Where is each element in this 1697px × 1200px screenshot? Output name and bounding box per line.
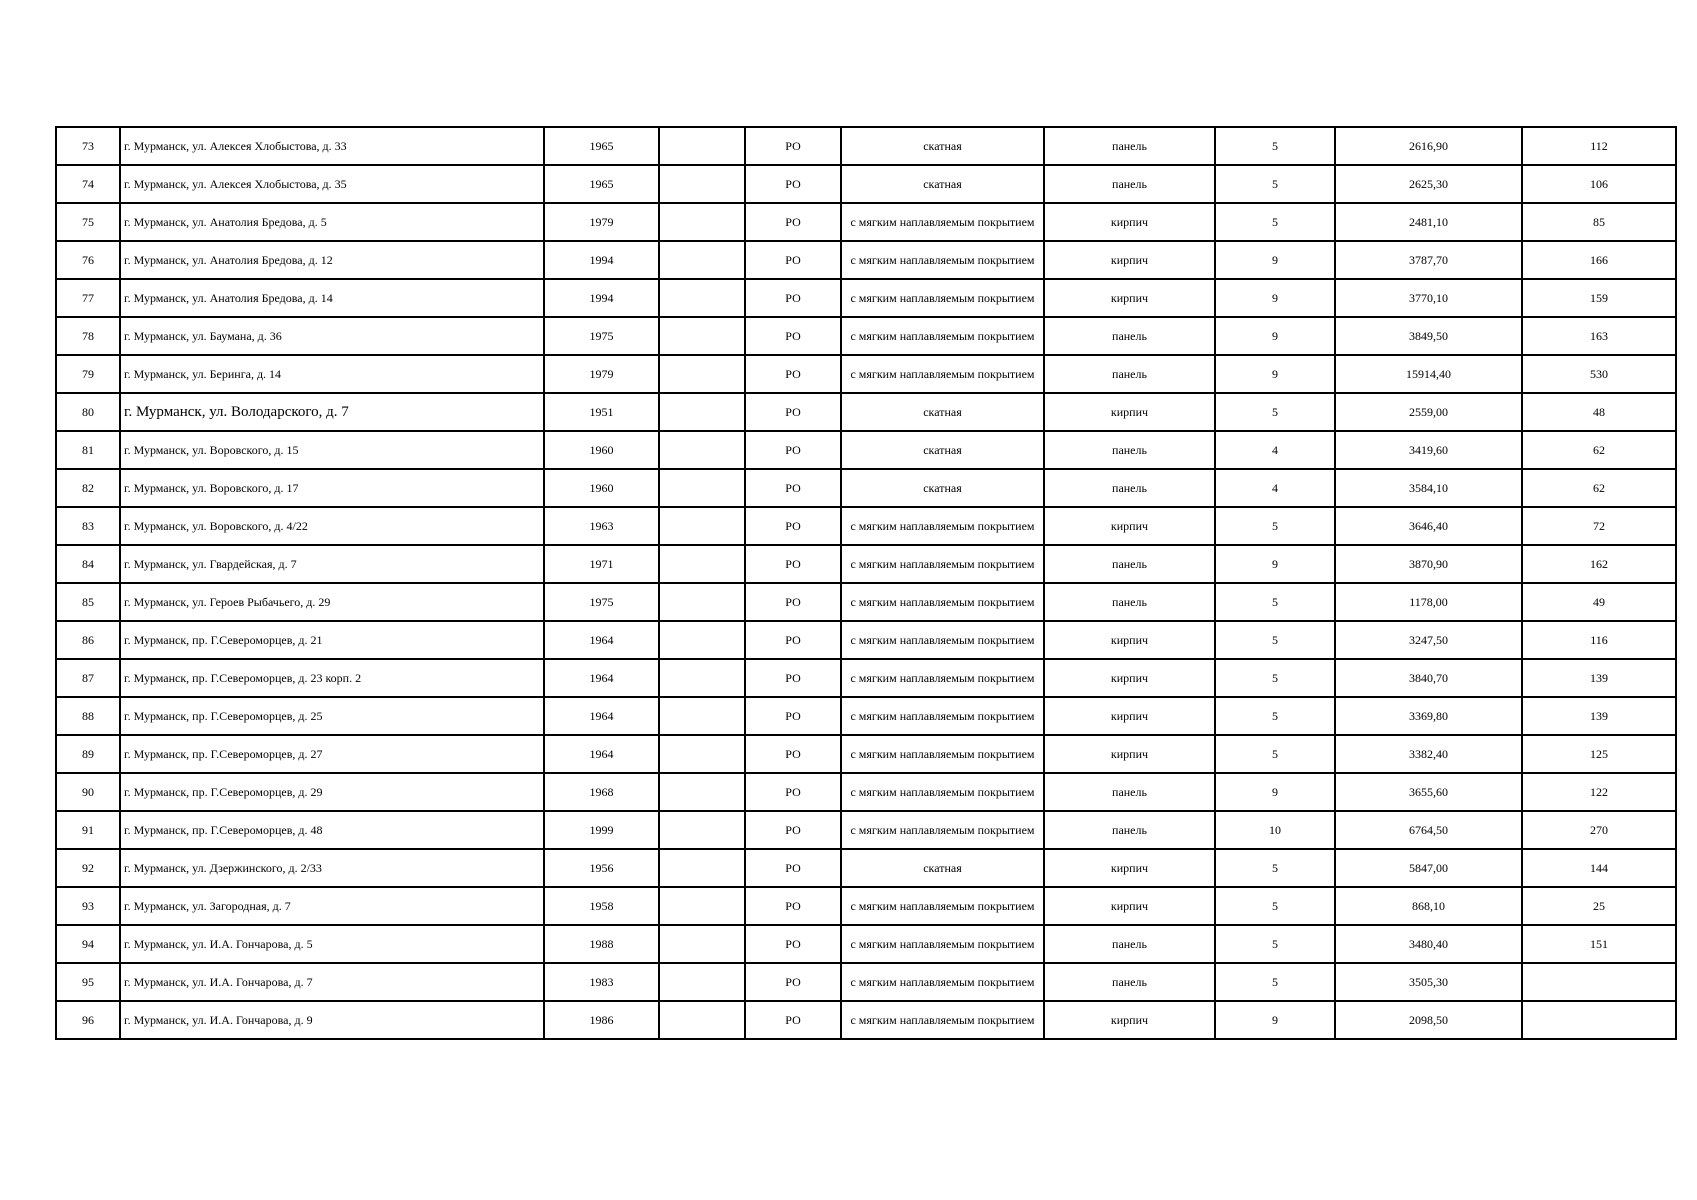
row-number-cell: 83 [56, 507, 120, 545]
count-cell: 530 [1522, 355, 1676, 393]
owner-cell: РО [745, 545, 841, 583]
year-built-cell: 1956 [544, 849, 659, 887]
year-built-cell: 1960 [544, 431, 659, 469]
address-cell: г. Мурманск, ул. Воровского, д. 17 [120, 469, 544, 507]
address-cell: г. Мурманск, ул. Беринга, д. 14 [120, 355, 544, 393]
row-number-cell: 82 [56, 469, 120, 507]
table-row [56, 773, 1676, 811]
empty-cell [659, 393, 745, 431]
address-cell: г. Мурманск, ул. Алексея Хлобыстова, д. 33 [120, 127, 544, 165]
floors-cell: 9 [1215, 241, 1335, 279]
floors-cell: 5 [1215, 887, 1335, 925]
floors-cell: 5 [1215, 963, 1335, 1001]
floors-cell: 5 [1215, 165, 1335, 203]
address-cell: г. Мурманск, ул. Баумана, д. 36 [120, 317, 544, 355]
area-cell: 2481,10 [1335, 203, 1522, 241]
count-cell: 144 [1522, 849, 1676, 887]
roof-type-cell: скатная [841, 849, 1044, 887]
floors-cell: 4 [1215, 431, 1335, 469]
roof-type-cell: скатная [841, 431, 1044, 469]
roof-type-cell: с мягким наплавляемым покрытием [841, 697, 1044, 735]
row-number-cell: 77 [56, 279, 120, 317]
count-cell: 62 [1522, 469, 1676, 507]
floors-cell: 5 [1215, 621, 1335, 659]
wall-material-cell: панель [1044, 583, 1215, 621]
address-cell: г. Мурманск, ул. Анатолия Бредова, д. 12 [120, 241, 544, 279]
owner-cell: РО [745, 773, 841, 811]
year-built-cell: 1964 [544, 697, 659, 735]
owner-cell: РО [745, 203, 841, 241]
floors-cell: 5 [1215, 735, 1335, 773]
address-cell: г. Мурманск, ул. Алексея Хлобыстова, д. 35 [120, 165, 544, 203]
wall-material-cell: кирпич [1044, 735, 1215, 773]
area-cell: 6764,50 [1335, 811, 1522, 849]
area-cell: 2098,50 [1335, 1001, 1522, 1039]
row-number-cell: 91 [56, 811, 120, 849]
owner-cell: РО [745, 279, 841, 317]
floors-cell: 5 [1215, 127, 1335, 165]
owner-cell: РО [745, 507, 841, 545]
roof-type-cell: скатная [841, 393, 1044, 431]
owner-cell: РО [745, 811, 841, 849]
table-body [56, 127, 1676, 1039]
row-number-cell: 89 [56, 735, 120, 773]
empty-cell [659, 811, 745, 849]
owner-cell: РО [745, 317, 841, 355]
empty-cell [659, 583, 745, 621]
table-row [56, 393, 1676, 431]
area-cell: 3787,70 [1335, 241, 1522, 279]
roof-type-cell: с мягким наплавляемым покрытием [841, 659, 1044, 697]
row-number-cell: 75 [56, 203, 120, 241]
empty-cell [659, 887, 745, 925]
year-built-cell: 1975 [544, 583, 659, 621]
empty-cell [659, 773, 745, 811]
table-row [56, 887, 1676, 925]
address-cell: г. Мурманск, пр. Г.Североморцев, д. 21 [120, 621, 544, 659]
table-row [56, 355, 1676, 393]
count-cell [1522, 963, 1676, 1001]
address-cell: г. Мурманск, ул. Дзержинского, д. 2/33 [120, 849, 544, 887]
empty-cell [659, 545, 745, 583]
row-number-cell: 73 [56, 127, 120, 165]
wall-material-cell: кирпич [1044, 1001, 1215, 1039]
floors-cell: 9 [1215, 355, 1335, 393]
count-cell: 49 [1522, 583, 1676, 621]
row-number-cell: 86 [56, 621, 120, 659]
roof-type-cell: с мягким наплавляемым покрытием [841, 887, 1044, 925]
table-row [56, 545, 1676, 583]
table-row [56, 925, 1676, 963]
area-cell: 868,10 [1335, 887, 1522, 925]
owner-cell: РО [745, 621, 841, 659]
floors-cell: 9 [1215, 545, 1335, 583]
year-built-cell: 1986 [544, 1001, 659, 1039]
address-cell: г. Мурманск, ул. И.А. Гончарова, д. 9 [120, 1001, 544, 1039]
row-number-cell: 80 [56, 393, 120, 431]
year-built-cell: 1960 [544, 469, 659, 507]
row-number-cell: 84 [56, 545, 120, 583]
empty-cell [659, 241, 745, 279]
wall-material-cell: панель [1044, 127, 1215, 165]
address-cell: г. Мурманск, пр. Г.Североморцев, д. 27 [120, 735, 544, 773]
year-built-cell: 1994 [544, 279, 659, 317]
table-row [56, 659, 1676, 697]
floors-cell: 10 [1215, 811, 1335, 849]
table-row [56, 697, 1676, 735]
floors-cell: 9 [1215, 773, 1335, 811]
empty-cell [659, 849, 745, 887]
count-cell: 85 [1522, 203, 1676, 241]
area-cell: 3369,80 [1335, 697, 1522, 735]
area-cell: 3480,40 [1335, 925, 1522, 963]
floors-cell: 5 [1215, 393, 1335, 431]
count-cell [1522, 1001, 1676, 1039]
wall-material-cell: кирпич [1044, 621, 1215, 659]
row-number-cell: 79 [56, 355, 120, 393]
wall-material-cell: панель [1044, 165, 1215, 203]
wall-material-cell: панель [1044, 431, 1215, 469]
count-cell: 112 [1522, 127, 1676, 165]
year-built-cell: 1975 [544, 317, 659, 355]
wall-material-cell: кирпич [1044, 659, 1215, 697]
area-cell: 5847,00 [1335, 849, 1522, 887]
address-cell: г. Мурманск, пр. Г.Североморцев, д. 25 [120, 697, 544, 735]
area-cell: 3505,30 [1335, 963, 1522, 1001]
table-row [56, 583, 1676, 621]
year-built-cell: 1994 [544, 241, 659, 279]
roof-type-cell: скатная [841, 127, 1044, 165]
count-cell: 72 [1522, 507, 1676, 545]
roof-type-cell: с мягким наплавляемым покрытием [841, 279, 1044, 317]
floors-cell: 5 [1215, 849, 1335, 887]
owner-cell: РО [745, 355, 841, 393]
year-built-cell: 1999 [544, 811, 659, 849]
year-built-cell: 1965 [544, 127, 659, 165]
year-built-cell: 1951 [544, 393, 659, 431]
table-row [56, 963, 1676, 1001]
area-cell: 2559,00 [1335, 393, 1522, 431]
empty-cell [659, 469, 745, 507]
roof-type-cell: с мягким наплавляемым покрытием [841, 773, 1044, 811]
empty-cell [659, 431, 745, 469]
count-cell: 151 [1522, 925, 1676, 963]
area-cell: 2616,90 [1335, 127, 1522, 165]
address-cell: г. Мурманск, ул. Анатолия Бредова, д. 5 [120, 203, 544, 241]
wall-material-cell: кирпич [1044, 241, 1215, 279]
count-cell: 62 [1522, 431, 1676, 469]
year-built-cell: 1964 [544, 735, 659, 773]
year-built-cell: 1983 [544, 963, 659, 1001]
address-cell: г. Мурманск, ул. Воровского, д. 4/22 [120, 507, 544, 545]
row-number-cell: 96 [56, 1001, 120, 1039]
table-row [56, 507, 1676, 545]
row-number-cell: 93 [56, 887, 120, 925]
address-cell: г. Мурманск, ул. Героев Рыбачьего, д. 29 [120, 583, 544, 621]
roof-type-cell: с мягким наплавляемым покрытием [841, 203, 1044, 241]
roof-type-cell: с мягким наплавляемым покрытием [841, 963, 1044, 1001]
year-built-cell: 1965 [544, 165, 659, 203]
owner-cell: РО [745, 1001, 841, 1039]
wall-material-cell: кирпич [1044, 887, 1215, 925]
empty-cell [659, 165, 745, 203]
row-number-cell: 78 [56, 317, 120, 355]
owner-cell: РО [745, 127, 841, 165]
owner-cell: РО [745, 583, 841, 621]
count-cell: 163 [1522, 317, 1676, 355]
count-cell: 139 [1522, 697, 1676, 735]
roof-type-cell: с мягким наплавляемым покрытием [841, 811, 1044, 849]
floors-cell: 9 [1215, 279, 1335, 317]
roof-type-cell: с мягким наплавляемым покрытием [841, 735, 1044, 773]
empty-cell [659, 621, 745, 659]
count-cell: 162 [1522, 545, 1676, 583]
year-built-cell: 1964 [544, 659, 659, 697]
owner-cell: РО [745, 165, 841, 203]
housing-registry-table [55, 126, 1677, 1040]
floors-cell: 5 [1215, 697, 1335, 735]
row-number-cell: 76 [56, 241, 120, 279]
owner-cell: РО [745, 469, 841, 507]
area-cell: 3247,50 [1335, 621, 1522, 659]
table-row [56, 1001, 1676, 1039]
row-number-cell: 74 [56, 165, 120, 203]
wall-material-cell: кирпич [1044, 279, 1215, 317]
document-sheet [55, 126, 1677, 1040]
address-cell: г. Мурманск, ул. Загородная, д. 7 [120, 887, 544, 925]
wall-material-cell: кирпич [1044, 393, 1215, 431]
year-built-cell: 1979 [544, 203, 659, 241]
address-cell: г. Мурманск, ул. Анатолия Бредова, д. 14 [120, 279, 544, 317]
count-cell: 122 [1522, 773, 1676, 811]
count-cell: 270 [1522, 811, 1676, 849]
area-cell: 15914,40 [1335, 355, 1522, 393]
table-row [56, 279, 1676, 317]
count-cell: 166 [1522, 241, 1676, 279]
area-cell: 3646,40 [1335, 507, 1522, 545]
empty-cell [659, 317, 745, 355]
roof-type-cell: с мягким наплавляемым покрытием [841, 621, 1044, 659]
row-number-cell: 85 [56, 583, 120, 621]
table-row [56, 431, 1676, 469]
owner-cell: РО [745, 697, 841, 735]
owner-cell: РО [745, 887, 841, 925]
empty-cell [659, 507, 745, 545]
floors-cell: 5 [1215, 203, 1335, 241]
floors-cell: 9 [1215, 1001, 1335, 1039]
empty-cell [659, 127, 745, 165]
row-number-cell: 94 [56, 925, 120, 963]
table-row [56, 241, 1676, 279]
floors-cell: 5 [1215, 659, 1335, 697]
row-number-cell: 81 [56, 431, 120, 469]
count-cell: 125 [1522, 735, 1676, 773]
year-built-cell: 1988 [544, 925, 659, 963]
table-row [56, 127, 1676, 165]
wall-material-cell: панель [1044, 811, 1215, 849]
wall-material-cell: кирпич [1044, 507, 1215, 545]
row-number-cell: 95 [56, 963, 120, 1001]
count-cell: 116 [1522, 621, 1676, 659]
wall-material-cell: панель [1044, 925, 1215, 963]
owner-cell: РО [745, 431, 841, 469]
row-number-cell: 92 [56, 849, 120, 887]
roof-type-cell: с мягким наплавляемым покрытием [841, 583, 1044, 621]
empty-cell [659, 963, 745, 1001]
owner-cell: РО [745, 241, 841, 279]
wall-material-cell: панель [1044, 355, 1215, 393]
roof-type-cell: с мягким наплавляемым покрытием [841, 925, 1044, 963]
roof-type-cell: с мягким наплавляемым покрытием [841, 317, 1044, 355]
area-cell: 3770,10 [1335, 279, 1522, 317]
year-built-cell: 1979 [544, 355, 659, 393]
address-cell: г. Мурманск, пр. Г.Североморцев, д. 23 корп. 2 [120, 659, 544, 697]
area-cell: 3584,10 [1335, 469, 1522, 507]
roof-type-cell: с мягким наплавляемым покрытием [841, 355, 1044, 393]
owner-cell: РО [745, 659, 841, 697]
floors-cell: 5 [1215, 583, 1335, 621]
roof-type-cell: с мягким наплавляемым покрытием [841, 507, 1044, 545]
table-row [56, 469, 1676, 507]
table-row [56, 621, 1676, 659]
empty-cell [659, 697, 745, 735]
floors-cell: 9 [1215, 317, 1335, 355]
empty-cell [659, 1001, 745, 1039]
wall-material-cell: панель [1044, 317, 1215, 355]
address-cell: г. Мурманск, ул. И.А. Гончарова, д. 7 [120, 963, 544, 1001]
wall-material-cell: панель [1044, 773, 1215, 811]
wall-material-cell: кирпич [1044, 697, 1215, 735]
address-cell: г. Мурманск, ул. Воровского, д. 15 [120, 431, 544, 469]
owner-cell: РО [745, 925, 841, 963]
year-built-cell: 1964 [544, 621, 659, 659]
roof-type-cell: скатная [841, 165, 1044, 203]
empty-cell [659, 203, 745, 241]
area-cell: 1178,00 [1335, 583, 1522, 621]
year-built-cell: 1971 [544, 545, 659, 583]
roof-type-cell: скатная [841, 469, 1044, 507]
area-cell: 3655,60 [1335, 773, 1522, 811]
table-row [56, 735, 1676, 773]
address-cell: г. Мурманск, ул. Гвардейская, д. 7 [120, 545, 544, 583]
owner-cell: РО [745, 393, 841, 431]
address-cell: г. Мурманск, ул. И.А. Гончарова, д. 5 [120, 925, 544, 963]
address-cell: г. Мурманск, пр. Г.Североморцев, д. 29 [120, 773, 544, 811]
year-built-cell: 1963 [544, 507, 659, 545]
floors-cell: 4 [1215, 469, 1335, 507]
area-cell: 2625,30 [1335, 165, 1522, 203]
row-number-cell: 88 [56, 697, 120, 735]
row-number-cell: 90 [56, 773, 120, 811]
area-cell: 3849,50 [1335, 317, 1522, 355]
row-number-cell: 87 [56, 659, 120, 697]
count-cell: 48 [1522, 393, 1676, 431]
year-built-cell: 1968 [544, 773, 659, 811]
table-row [56, 849, 1676, 887]
roof-type-cell: с мягким наплавляемым покрытием [841, 1001, 1044, 1039]
empty-cell [659, 279, 745, 317]
roof-type-cell: с мягким наплавляемым покрытием [841, 241, 1044, 279]
count-cell: 25 [1522, 887, 1676, 925]
wall-material-cell: кирпич [1044, 849, 1215, 887]
owner-cell: РО [745, 849, 841, 887]
table-row [56, 203, 1676, 241]
wall-material-cell: кирпич [1044, 203, 1215, 241]
empty-cell [659, 735, 745, 773]
area-cell: 3840,70 [1335, 659, 1522, 697]
table-row [56, 165, 1676, 203]
address-cell: г. Мурманск, пр. Г.Североморцев, д. 48 [120, 811, 544, 849]
area-cell: 3382,40 [1335, 735, 1522, 773]
empty-cell [659, 355, 745, 393]
floors-cell: 5 [1215, 925, 1335, 963]
address-cell: г. Мурманск, ул. Володарского, д. 7 [120, 393, 544, 431]
floors-cell: 5 [1215, 507, 1335, 545]
table-row [56, 811, 1676, 849]
wall-material-cell: панель [1044, 545, 1215, 583]
year-built-cell: 1958 [544, 887, 659, 925]
empty-cell [659, 925, 745, 963]
count-cell: 139 [1522, 659, 1676, 697]
empty-cell [659, 659, 745, 697]
count-cell: 159 [1522, 279, 1676, 317]
owner-cell: РО [745, 735, 841, 773]
wall-material-cell: панель [1044, 963, 1215, 1001]
table-row [56, 317, 1676, 355]
wall-material-cell: панель [1044, 469, 1215, 507]
count-cell: 106 [1522, 165, 1676, 203]
roof-type-cell: с мягким наплавляемым покрытием [841, 545, 1044, 583]
area-cell: 3419,60 [1335, 431, 1522, 469]
area-cell: 3870,90 [1335, 545, 1522, 583]
owner-cell: РО [745, 963, 841, 1001]
